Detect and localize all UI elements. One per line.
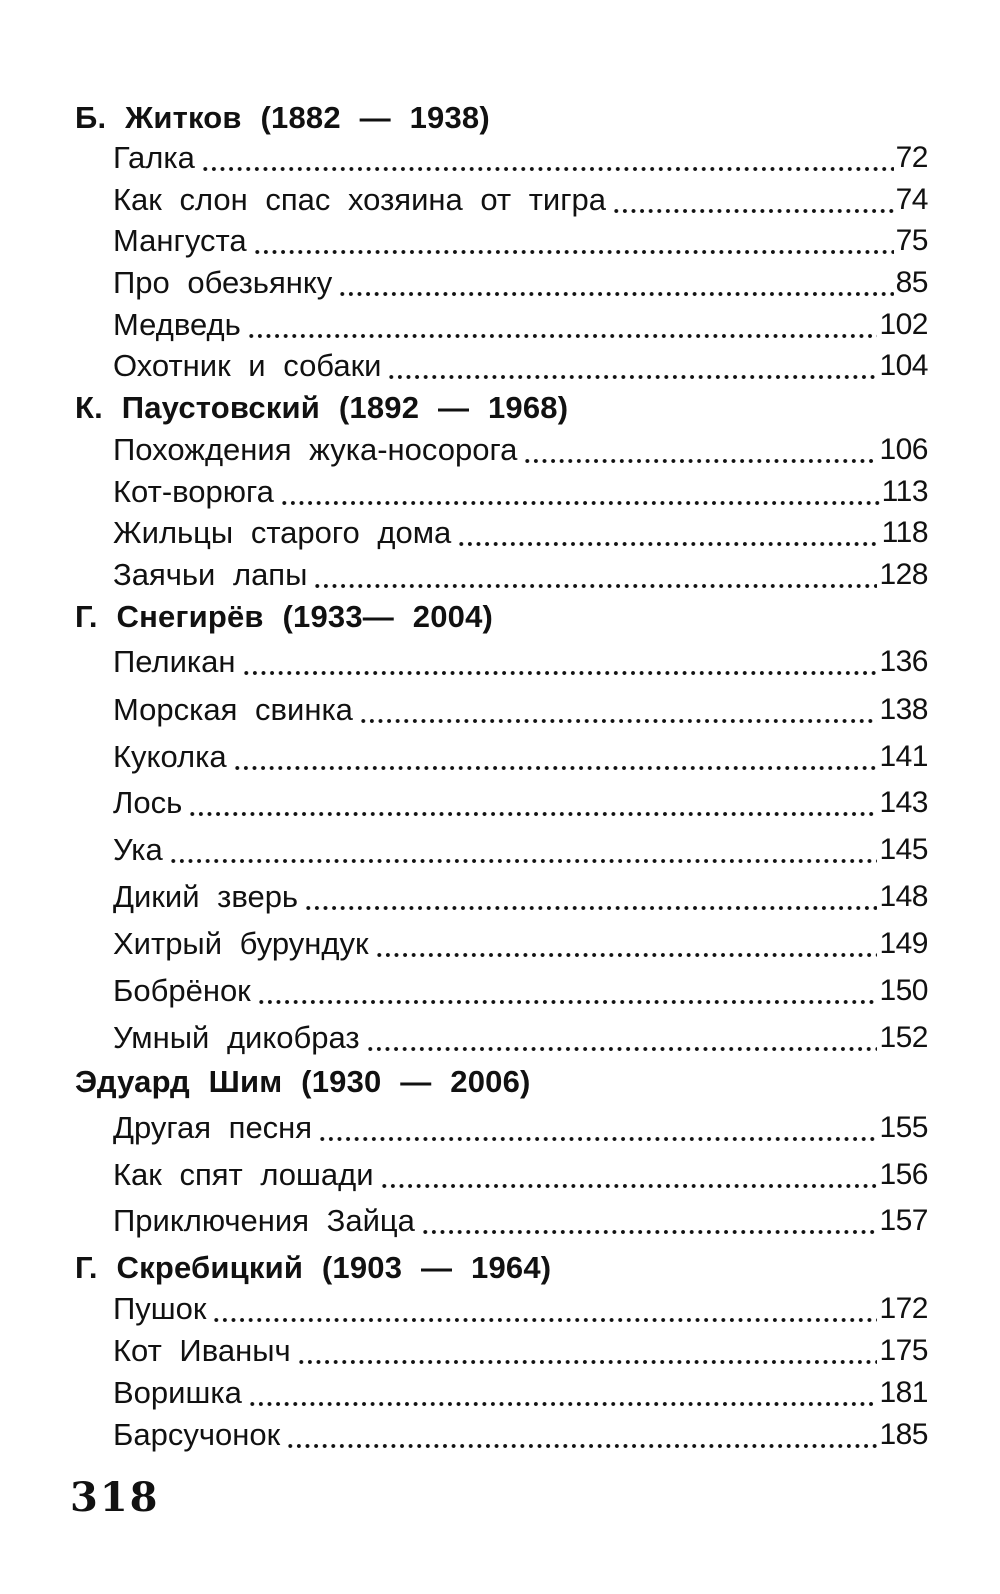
dot-leader <box>366 1023 878 1053</box>
entry-title: Пеликан <box>113 644 236 679</box>
page-number: 318 <box>70 1474 160 1521</box>
entry-page: 72 <box>895 141 928 174</box>
entry-title: Дикий зверь <box>113 879 299 914</box>
entry-page: 75 <box>895 224 928 257</box>
toc-entry <box>113 877 928 917</box>
dot-leader <box>233 742 878 772</box>
toc-entry <box>113 690 928 730</box>
entry-title: Охотник и собаки <box>113 348 382 383</box>
dot-leader <box>201 143 894 173</box>
entry-title: Пушок <box>113 1291 207 1326</box>
entry-page: 150 <box>879 974 928 1007</box>
entry-title: Как слон спас хозяина от тигра <box>113 182 607 217</box>
dot-leader <box>247 310 878 340</box>
entry-page: 172 <box>879 1292 928 1325</box>
dot-leader <box>188 788 877 818</box>
toc-entry <box>113 180 928 220</box>
toc-entry <box>113 1373 928 1413</box>
entry-title: Как спят лошади <box>113 1157 374 1192</box>
entry-title: Кот Иваныч <box>113 1333 291 1368</box>
entry-page: 138 <box>879 693 928 726</box>
toc-entry <box>113 642 928 682</box>
dot-leader <box>523 435 877 465</box>
dot-leader <box>612 185 894 215</box>
toc-entry <box>113 1289 928 1329</box>
toc-entry <box>113 263 928 303</box>
toc-entry <box>113 1108 928 1148</box>
entry-title: Бобрёнок <box>113 973 251 1008</box>
entry-title: Лось <box>113 785 183 820</box>
dot-leader <box>338 268 893 298</box>
toc-entry <box>113 737 928 777</box>
toc-entry <box>113 1155 928 1195</box>
entry-page: 149 <box>879 927 928 960</box>
dot-leader <box>421 1206 878 1236</box>
entry-title: Умный дикобраз <box>113 1020 360 1055</box>
toc-entry <box>113 430 928 470</box>
entry-page: 181 <box>879 1376 928 1409</box>
entry-page: 157 <box>879 1204 928 1237</box>
entry-page: 175 <box>879 1334 928 1367</box>
toc-entry <box>113 1415 928 1455</box>
entry-page: 145 <box>879 833 928 866</box>
entry-title: Про обезьянку <box>113 265 333 300</box>
author-heading: Г. Снегирёв (1933— 2004) <box>75 599 494 634</box>
entry-title: Кот-ворюга <box>113 474 274 509</box>
toc-entry <box>113 830 928 870</box>
entry-page: 155 <box>879 1111 928 1144</box>
entry-page: 104 <box>879 349 928 382</box>
dot-leader <box>248 1378 878 1408</box>
entry-title: Хитрый бурундук <box>113 926 369 961</box>
toc-entry <box>113 1331 928 1371</box>
toc-entry <box>113 472 928 512</box>
entry-title: Мангуста <box>113 223 247 258</box>
toc-entry <box>113 1018 928 1058</box>
dot-leader <box>242 647 878 677</box>
dot-leader <box>313 560 877 590</box>
entry-title: Галка <box>113 140 195 175</box>
entry-title: Похождения жука-носорога <box>113 432 518 467</box>
entry-title: Заячьи лапы <box>113 557 308 592</box>
dot-leader <box>286 1420 877 1450</box>
toc-entry <box>113 513 928 553</box>
entry-page: 106 <box>879 433 928 466</box>
dot-leader <box>318 1113 877 1143</box>
dot-leader <box>304 882 877 912</box>
entry-title: Приключения Зайца <box>113 1203 415 1238</box>
entry-page: 85 <box>895 266 928 299</box>
entry-title: Жильцы старого дома <box>113 515 452 550</box>
toc-entry <box>113 555 928 595</box>
entry-title: Другая песня <box>113 1110 313 1145</box>
toc-entry <box>113 1201 928 1241</box>
entry-page: 185 <box>879 1418 928 1451</box>
toc-entry <box>113 221 928 261</box>
dot-leader <box>375 929 878 959</box>
toc-entry <box>113 783 928 823</box>
entry-page: 136 <box>879 645 928 678</box>
entry-title: Барсучонок <box>113 1417 281 1452</box>
entry-page: 143 <box>879 786 928 819</box>
dot-leader <box>212 1294 877 1324</box>
dot-leader <box>359 695 878 725</box>
dot-leader <box>257 976 878 1006</box>
toc-entry <box>113 305 928 345</box>
entry-title: Куколка <box>113 739 227 774</box>
author-heading: Эдуард Шим (1930 — 2006) <box>75 1064 531 1099</box>
dot-leader <box>380 1160 878 1190</box>
entry-page: 118 <box>881 516 928 549</box>
toc-entry <box>113 924 928 964</box>
entry-page: 74 <box>895 183 928 216</box>
entry-title: Ука <box>113 832 163 867</box>
entry-title: Морская свинка <box>113 692 353 727</box>
entry-title: Воришка <box>113 1375 242 1410</box>
entry-page: 152 <box>879 1021 928 1054</box>
entry-page: 102 <box>879 308 928 341</box>
dot-leader <box>253 226 894 256</box>
dot-leader <box>280 477 880 507</box>
entry-page: 156 <box>879 1158 928 1191</box>
toc-entry <box>113 346 928 386</box>
dot-leader <box>387 351 877 381</box>
author-heading: Б. Житков (1882 — 1938) <box>75 100 490 135</box>
toc-entry <box>113 138 928 178</box>
entry-page: 148 <box>879 880 928 913</box>
dot-leader <box>457 518 879 548</box>
dot-leader <box>169 835 878 865</box>
entry-page: 113 <box>881 475 928 508</box>
toc-entry <box>113 971 928 1011</box>
dot-leader <box>297 1336 878 1366</box>
entry-title: Медведь <box>113 307 241 342</box>
entry-page: 128 <box>879 558 928 591</box>
author-heading: К. Паустовский (1892 — 1968) <box>75 390 569 425</box>
author-heading: Г. Скребицкий (1903 — 1964) <box>75 1250 552 1285</box>
entry-page: 141 <box>879 740 928 773</box>
